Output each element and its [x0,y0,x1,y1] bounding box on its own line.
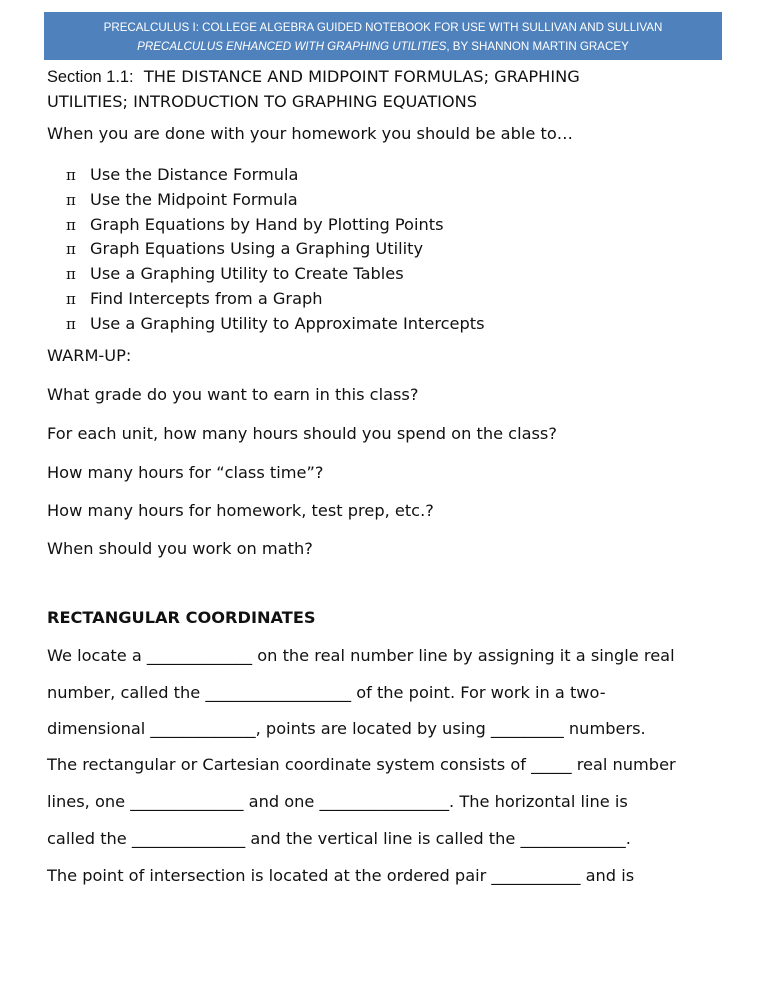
section-title-line-1: THE DISTANCE AND MIDPOINT FORMULAS; GRAPHING [133,67,580,86]
fill-in-line: number, called the __________________ of the point. For work in a two- [47,683,606,702]
pi-bullet-icon: π [66,265,76,284]
objective-item [66,237,485,262]
book-author: , BY SHANNON MARTIN GRACEY [446,40,629,53]
fill-in-line: called the ______________ and the vertical line is called the _____________. [47,829,631,848]
pi-bullet-icon: π [66,190,76,209]
intro-text: When you are done with your homework you should be able to… [47,124,573,143]
rectangular-coordinates-heading: RECTANGULAR COORDINATES [47,608,316,627]
fill-in-line: dimensional _____________, points are located by using _________ numbers. [47,719,646,738]
objective-text: Find Intercepts from a Graph [90,288,323,308]
objective-text: Use the Distance Formula [90,165,299,184]
objective-item [66,213,485,238]
objective-text: Use a Graphing Utility to Create Tables [90,264,404,284]
warmup-question: For each unit, how many hours should you spend on the class? [47,424,557,443]
objective-item [66,312,485,337]
objective-text: Graph Equations Using a Graphing Utility [90,239,424,259]
warmup-question: How many hours for “class time”? [47,463,324,482]
pi-bullet-icon: π [66,215,76,234]
section-title-line-2: UTILITIES; INTRODUCTION TO GRAPHING EQUATIONS [47,91,478,111]
objective-text: Graph Equations by Hand by Plotting Points [90,214,444,234]
warmup-question: When should you work on math? [47,539,313,558]
fill-in-line: lines, one ______________ and one ________________. The horizontal line is [47,792,628,811]
pi-bullet-icon: π [66,166,76,184]
section-label: Section 1.1: [47,68,134,86]
fill-in-line: The rectangular or Cartesian coordinate system consists of _____ real number [47,755,676,774]
pi-bullet-icon: π [66,240,76,259]
fill-in-line: The point of intersection is located at the ordered pair ___________ and is [47,866,635,885]
objective-item [66,163,485,188]
objectives-list [66,163,485,337]
warmup-question: How many hours for homework, test prep, etc.? [47,501,434,520]
fill-in-line: We locate a _____________ on the real number line by assigning it a single real [47,646,675,665]
header-line-2 [44,37,722,56]
objective-item [66,287,485,312]
pi-bullet-icon: π [66,289,76,308]
book-title: PRECALCULUS ENHANCED WITH GRAPHING UTILITIES [137,40,447,53]
section-title [47,65,727,113]
warmup-heading: WARM-UP: [47,346,132,365]
document-header [44,12,722,60]
warmup-question: What grade do you want to earn in this class? [47,385,419,404]
objective-item [66,262,485,287]
objective-text: Use a Graphing Utility to Approximate Intercepts [90,313,485,333]
objective-item [66,188,485,213]
header-line-1: PRECALCULUS I: COLLEGE ALGEBRA GUIDED NOTEBOOK FOR USE WITH SULLIVAN AND SULLIVAN [103,21,663,34]
pi-bullet-icon: π [66,314,76,333]
objective-text: Use the Midpoint Formula [90,189,298,209]
